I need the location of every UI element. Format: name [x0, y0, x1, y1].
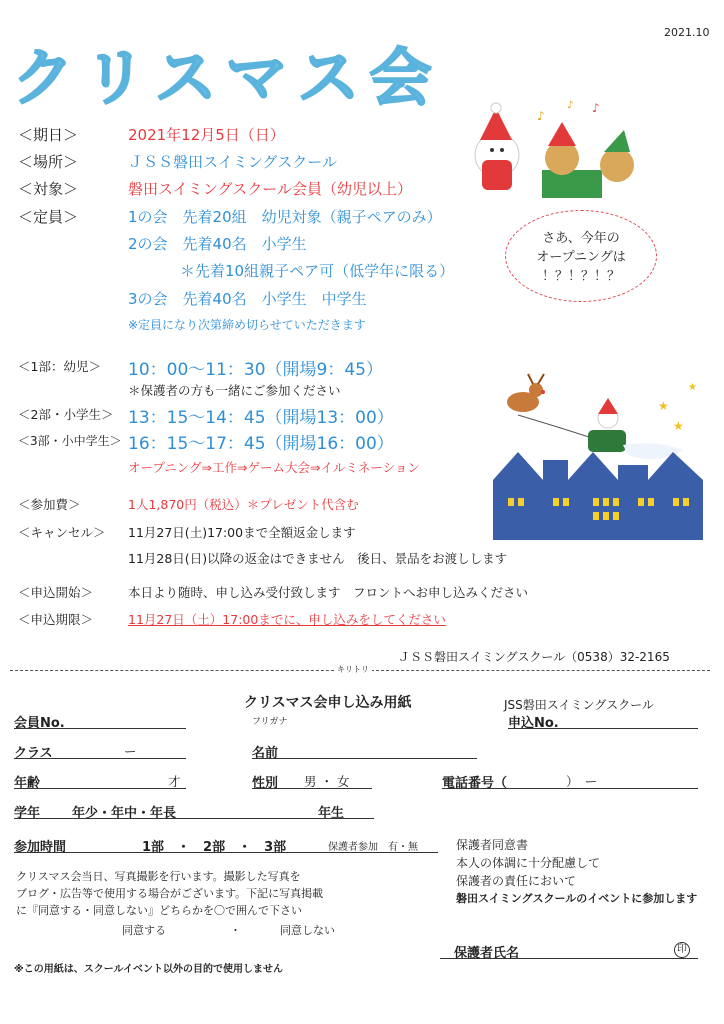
form-school: JSS磐田スイミングスクール	[504, 698, 654, 712]
date-value: 2021年12月5日（日）	[128, 126, 285, 144]
seal-mark: 印	[674, 942, 690, 958]
speech-bubble	[505, 210, 657, 302]
santa-bears-illustration	[462, 100, 672, 205]
cancel-line-1: 11月27日(土)17:00まで全額返金します	[128, 525, 356, 540]
grade-field[interactable]	[14, 818, 374, 819]
cancel-line-2: 11月28日(日)以降の返金はできません 後日、景品をお渡しします	[128, 551, 508, 566]
photo-line-2: ブログ・広告等で使用する場合がございます。下記に写真掲載	[16, 887, 324, 900]
part3-time: 16：15〜17：45（開場16：00）	[128, 434, 394, 454]
svg-text:♪: ♪	[537, 109, 545, 123]
fee-value: 1人1,870円（税込）＊プレゼント代含む	[128, 497, 359, 512]
program-flow: オープニング⇒工作⇒ゲーム大会⇒イルミネーション	[128, 460, 420, 475]
date-label: ＜期日＞	[18, 126, 79, 144]
part3-label: ＜3部・小中学生＞	[18, 434, 122, 448]
disagree-option[interactable]: 同意しない	[280, 924, 335, 937]
svg-text:★: ★	[658, 399, 669, 413]
bubble-line-1: さあ、今年の	[542, 231, 620, 246]
photo-line-3: に『同意する・同意しない』どちらかを〇で囲んで下さい	[16, 904, 302, 917]
age-label: 年齢	[14, 776, 41, 791]
phone-label: 電話番号（	[442, 776, 508, 791]
contact-info: ＪＳＳ磐田スイミングスクール（0538）32-2165	[398, 650, 670, 664]
apply-start-value: 本日より随時、申し込み受付致します フロントへお申し込みください	[128, 585, 529, 600]
option-separator: ・	[230, 924, 241, 937]
apply-start-label: ＜申込開始＞	[18, 585, 94, 600]
form-footer-note: ※この用紙は、スクールイベント以外の目的で使用しません	[14, 964, 284, 975]
time-field	[14, 852, 438, 853]
part1-label: ＜1部：幼児＞	[18, 359, 101, 374]
place-value: ＪＳＳ磐田スイミングスクール	[128, 153, 337, 171]
svg-text:★: ★	[673, 419, 684, 433]
form-title: クリスマス会申し込み用紙	[244, 695, 412, 711]
schedule-note: ＊保護者の方も一緒にご参加ください	[128, 383, 341, 398]
apply-deadline-value: 11月27日（土）17:00までに、申し込みをしてください	[128, 612, 446, 627]
target-label: ＜対象＞	[18, 180, 79, 198]
sleigh-city-illustration	[488, 370, 713, 540]
svg-text:★: ★	[688, 382, 697, 393]
apply-deadline-label: ＜申込期限＞	[18, 612, 94, 627]
grade-options[interactable]: 年少・年中・年長	[72, 806, 177, 821]
capacity-line-4: 3の会 先着40名 小学生 中学生	[128, 290, 367, 308]
age-unit: 才	[168, 774, 181, 789]
agree-option[interactable]: 同意する	[122, 924, 166, 937]
capacity-line-1: 1の会 先着20組 幼児対象（親子ペアのみ）	[128, 208, 442, 226]
class-field[interactable]	[14, 758, 186, 759]
page-title: クリスマス会	[12, 41, 442, 114]
guardian-name-field[interactable]	[440, 958, 698, 959]
bubble-line-2: オープニングは	[536, 250, 626, 265]
apply-no-label: 申込No.	[508, 716, 559, 731]
member-no-field[interactable]	[14, 728, 186, 729]
svg-text:♪: ♪	[567, 100, 574, 111]
gender-options[interactable]: 男 ・ 女	[304, 774, 350, 789]
capacity-note: ※定員になり次第締め切らせていただきます	[128, 318, 366, 332]
name-label: 名前	[252, 746, 279, 761]
apply-no-field[interactable]	[508, 728, 698, 729]
guardian-join[interactable]: 保護者参加 有・無	[328, 842, 418, 853]
capacity-line-2: 2の会 先着40名 小学生	[128, 235, 307, 253]
svg-text:♪: ♪	[592, 101, 600, 115]
gender-field	[252, 788, 372, 789]
consent-line-3: 磐田スイミングスクールのイベントに参加します	[456, 892, 698, 905]
time-label: 参加時間	[14, 840, 67, 855]
photo-line-1: クリスマス会当日、写真撮影を行います。撮影した写真を	[16, 870, 301, 883]
fee-label: ＜参加費＞	[18, 497, 81, 512]
bubble-line-3: ！？！？！？	[541, 269, 620, 284]
consent-title: 保護者同意書	[456, 838, 529, 852]
capacity-line-3: ＊先着10組親子ペア可（低学年に限る）	[180, 262, 455, 280]
part-options[interactable]: 1部 ・ 2部 ・ 3部	[142, 840, 287, 855]
cancel-label: ＜キャンセル＞	[18, 525, 106, 540]
part1-time: 10：00〜11：30（開場9：45）	[128, 360, 383, 380]
document-date: 2021.10	[664, 26, 710, 39]
guardian-name-label: 保護者氏名	[454, 946, 520, 961]
cut-label: キリトリ	[334, 664, 372, 675]
capacity-label: ＜定員＞	[18, 208, 79, 226]
gender-label: 性別	[252, 776, 279, 791]
age-field[interactable]	[14, 788, 186, 789]
class-dash: ー	[124, 744, 137, 759]
target-value: 磐田スイミングスクール会員（幼児以上）	[128, 180, 412, 198]
part2-time: 13：15〜14：45（開場13：00）	[128, 408, 394, 428]
consent-line-2: 保護者の責任において	[456, 874, 577, 888]
grade-unit: 年生	[318, 806, 345, 821]
member-no-label: 会員No.	[14, 716, 65, 731]
name-field[interactable]	[252, 758, 477, 759]
part2-label: ＜2部・小学生＞	[18, 407, 114, 422]
furigana-label: フリガナ	[252, 717, 288, 727]
phone-mid: ） ー	[566, 774, 598, 789]
place-label: ＜場所＞	[18, 153, 79, 171]
phone-field[interactable]	[442, 788, 698, 789]
grade-label: 学年	[14, 806, 41, 821]
class-label: クラス	[14, 746, 53, 761]
consent-line-1: 本人の体調に十分配慮して	[456, 856, 601, 870]
